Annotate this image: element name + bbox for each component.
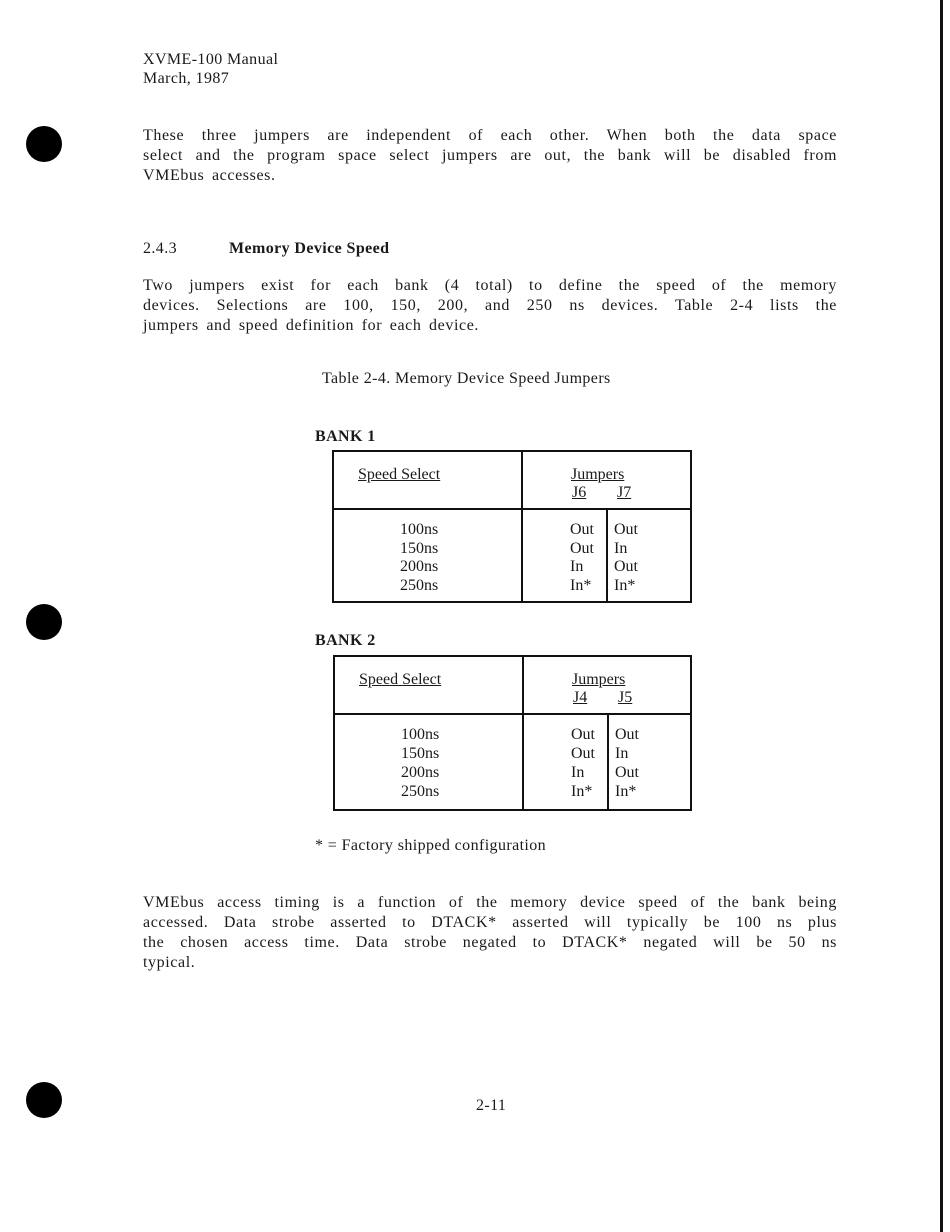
table-cell-speed: 100ns bbox=[400, 521, 439, 538]
paragraph-access-timing bbox=[143, 893, 837, 973]
paragraph-line: Two jumpers exist for each bank (4 total) to define the speed of the memory bbox=[143, 277, 837, 294]
table-cell-speed: 100ns bbox=[401, 726, 440, 743]
paragraph-line: typical. bbox=[143, 954, 196, 971]
paragraph-speed-jumpers bbox=[143, 276, 837, 336]
bank1-jumpers-header: Jumpers bbox=[571, 466, 625, 483]
factory-config-footnote: * = Factory shipped configuration bbox=[315, 837, 547, 854]
page-edge bbox=[940, 0, 943, 1232]
binder-hole-middle bbox=[26, 604, 62, 640]
bank1-label: BANK 1 bbox=[315, 428, 376, 445]
table-cell-jumper-b: Out bbox=[614, 521, 638, 538]
paragraph-line: select and the program space select jumpers are out, the bank will be disabled from bbox=[143, 147, 837, 164]
table-cell-speed: 200ns bbox=[400, 558, 439, 575]
bank2-jumpers-header: Jumpers bbox=[572, 671, 626, 688]
table-cell-jumper-b: Out bbox=[614, 558, 638, 575]
paragraph-line: jumpers and speed definition for each device. bbox=[143, 317, 479, 334]
table-cell-speed: 250ns bbox=[401, 783, 440, 800]
table-cell-jumper-a: Out bbox=[571, 726, 595, 743]
page-number: 2-11 bbox=[476, 1097, 507, 1114]
paragraph-line: VMEbus accesses. bbox=[143, 167, 276, 184]
bank1-table bbox=[332, 450, 692, 603]
table-cell-jumper-b: In bbox=[614, 540, 628, 557]
table-cell-jumper-a: Out bbox=[570, 540, 594, 557]
manual-date: March, 1987 bbox=[143, 70, 230, 87]
table-cell-jumper-b: In bbox=[615, 745, 629, 762]
bank2-table bbox=[333, 655, 692, 811]
table-cell-jumper-b: Out bbox=[615, 726, 639, 743]
table-cell-jumper-b: In* bbox=[614, 577, 636, 594]
table-cell-jumper-a: In bbox=[571, 764, 585, 781]
bank1-speed-select-header: Speed Select bbox=[358, 466, 441, 483]
paragraph-line: the chosen access time. Data strobe negated to DTACK* negated will be 50 ns bbox=[143, 934, 837, 951]
table-cell-jumper-a: In bbox=[570, 558, 584, 575]
table-cell-jumper-a: Out bbox=[570, 521, 594, 538]
section-title: Memory Device Speed bbox=[229, 240, 390, 257]
paragraph-line: These three jumpers are independent of each other. When both the data space bbox=[143, 127, 837, 144]
bank2-speed-select-header: Speed Select bbox=[359, 671, 442, 688]
table-cell-jumper-a: In* bbox=[570, 577, 592, 594]
bank2-jumper-b-header: J5 bbox=[618, 689, 633, 706]
paragraph-line: devices. Selections are 100, 150, 200, and 250 ns devices. Table 2-4 lists the bbox=[143, 297, 837, 314]
paragraph-line: VMEbus access timing is a function of the memory device speed of the bank being bbox=[143, 894, 837, 911]
bank1-jumper-a-header: J6 bbox=[572, 484, 587, 501]
section-number: 2.4.3 bbox=[143, 240, 177, 257]
table-cell-speed: 150ns bbox=[400, 540, 439, 557]
bank2-label: BANK 2 bbox=[315, 632, 376, 649]
paragraph-line: accessed. Data strobe asserted to DTACK* asserted will typically be 100 ns plus bbox=[143, 914, 837, 931]
manual-title: XVME-100 Manual bbox=[143, 51, 279, 68]
table-cell-speed: 150ns bbox=[401, 745, 440, 762]
table-cell-speed: 250ns bbox=[400, 577, 439, 594]
table-cell-jumper-a: In* bbox=[571, 783, 593, 800]
paragraph-jumpers-independence bbox=[143, 126, 837, 186]
table-caption: Table 2-4. Memory Device Speed Jumpers bbox=[322, 370, 611, 387]
binder-hole-top bbox=[26, 126, 62, 162]
table-cell-jumper-b: In* bbox=[615, 783, 637, 800]
bank2-jumper-a-header: J4 bbox=[573, 689, 588, 706]
table-cell-speed: 200ns bbox=[401, 764, 440, 781]
binder-hole-bottom bbox=[26, 1082, 62, 1118]
table-cell-jumper-b: Out bbox=[615, 764, 639, 781]
bank1-jumper-b-header: J7 bbox=[617, 484, 632, 501]
table-cell-jumper-a: Out bbox=[571, 745, 595, 762]
